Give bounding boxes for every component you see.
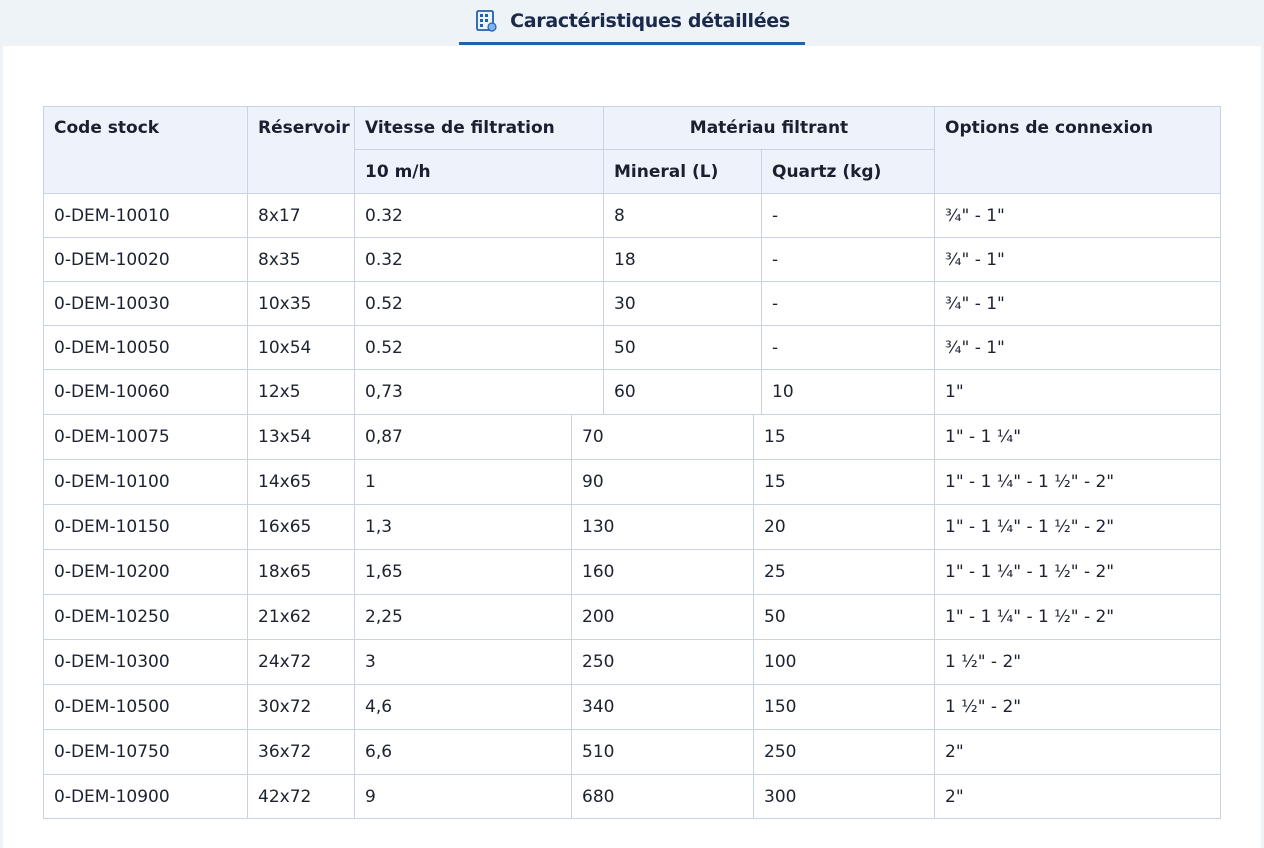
cell-reservoir: 10x35 <box>248 282 355 326</box>
cell-reservoir: 12x5 <box>248 370 355 415</box>
cell-quartz: 10 <box>762 370 935 415</box>
cell-quartz: 15 <box>754 415 935 460</box>
header-vitesse: Vitesse de filtration <box>355 106 604 150</box>
cell-quartz: - <box>762 194 935 238</box>
cell-mineral: 18 <box>604 238 762 282</box>
cell-quartz: 15 <box>754 460 935 505</box>
cell-mineral: 70 <box>572 415 754 460</box>
cell-mineral: 200 <box>572 595 754 640</box>
cell-options: 1" - 1 ¼" - 1 ½" - 2" <box>935 550 1221 595</box>
cell-code: 0-DEM-10050 <box>43 326 248 370</box>
cell-quartz: - <box>762 282 935 326</box>
cell-vitesse: 1,65 <box>355 550 572 595</box>
cell-options: 2" <box>935 775 1221 819</box>
cell-mineral: 680 <box>572 775 754 819</box>
cell-quartz: - <box>762 326 935 370</box>
cell-options: ¾" - 1" <box>935 282 1221 326</box>
details-panel <box>3 46 1261 848</box>
cell-reservoir: 13x54 <box>248 415 355 460</box>
tab-caracteristiques[interactable] <box>459 0 805 45</box>
header-quartz: Quartz (kg) <box>762 150 935 194</box>
cell-mineral: 90 <box>572 460 754 505</box>
cell-quartz: - <box>762 238 935 282</box>
cell-options: ¾" - 1" <box>935 326 1221 370</box>
cell-options: ¾" - 1" <box>935 194 1221 238</box>
cell-reservoir: 8x35 <box>248 238 355 282</box>
cell-vitesse: 3 <box>355 640 572 685</box>
cell-options: ¾" - 1" <box>935 238 1221 282</box>
cell-quartz: 150 <box>754 685 935 730</box>
header-materiau: Matériau filtrant <box>604 106 935 150</box>
cell-code: 0-DEM-10250 <box>43 595 248 640</box>
cell-code: 0-DEM-10300 <box>43 640 248 685</box>
cell-reservoir: 24x72 <box>248 640 355 685</box>
cell-code: 0-DEM-10150 <box>43 505 248 550</box>
cell-mineral: 510 <box>572 730 754 775</box>
cell-quartz: 25 <box>754 550 935 595</box>
cell-reservoir: 16x65 <box>248 505 355 550</box>
cell-options: 1" - 1 ¼" - 1 ½" - 2" <box>935 460 1221 505</box>
cell-vitesse: 2,25 <box>355 595 572 640</box>
header-options: Options de connexion <box>935 106 1221 194</box>
cell-reservoir: 30x72 <box>248 685 355 730</box>
header-mineral: Mineral (L) <box>604 150 762 194</box>
cell-mineral: 60 <box>604 370 762 415</box>
cell-code: 0-DEM-10100 <box>43 460 248 505</box>
cell-reservoir: 21x62 <box>248 595 355 640</box>
cell-mineral: 250 <box>572 640 754 685</box>
cell-mineral: 130 <box>572 505 754 550</box>
cell-code: 0-DEM-10010 <box>43 194 248 238</box>
cell-options: 1 ½" - 2" <box>935 685 1221 730</box>
cell-vitesse: 0,87 <box>355 415 572 460</box>
cell-vitesse: 6,6 <box>355 730 572 775</box>
cell-options: 1" - 1 ¼" <box>935 415 1221 460</box>
tab-bar <box>0 0 1264 46</box>
cell-vitesse: 1 <box>355 460 572 505</box>
cell-quartz: 300 <box>754 775 935 819</box>
cell-reservoir: 8x17 <box>248 194 355 238</box>
cell-reservoir: 10x54 <box>248 326 355 370</box>
cell-mineral: 160 <box>572 550 754 595</box>
cell-options: 2" <box>935 730 1221 775</box>
cell-options: 1" - 1 ¼" - 1 ½" - 2" <box>935 595 1221 640</box>
cell-quartz: 250 <box>754 730 935 775</box>
cell-options: 1 ½" - 2" <box>935 640 1221 685</box>
cell-code: 0-DEM-10750 <box>43 730 248 775</box>
cell-mineral: 30 <box>604 282 762 326</box>
cell-mineral: 340 <box>572 685 754 730</box>
building-icon <box>474 9 498 33</box>
header-reservoir: Réservoir <box>248 106 355 194</box>
cell-code: 0-DEM-10200 <box>43 550 248 595</box>
cell-vitesse: 0,73 <box>355 370 604 415</box>
cell-vitesse: 0.32 <box>355 238 604 282</box>
cell-quartz: 50 <box>754 595 935 640</box>
cell-vitesse: 1,3 <box>355 505 572 550</box>
cell-reservoir: 42x72 <box>248 775 355 819</box>
cell-mineral: 8 <box>604 194 762 238</box>
tab-title: Caractéristiques détaillées <box>510 10 790 32</box>
cell-vitesse: 4,6 <box>355 685 572 730</box>
cell-code: 0-DEM-10500 <box>43 685 248 730</box>
cell-reservoir: 36x72 <box>248 730 355 775</box>
cell-code: 0-DEM-10030 <box>43 282 248 326</box>
header-code-stock: Code stock <box>43 106 248 194</box>
cell-code: 0-DEM-10060 <box>43 370 248 415</box>
cell-vitesse: 0.52 <box>355 282 604 326</box>
cell-options: 1" - 1 ¼" - 1 ½" - 2" <box>935 505 1221 550</box>
cell-vitesse: 0.32 <box>355 194 604 238</box>
cell-quartz: 20 <box>754 505 935 550</box>
cell-reservoir: 14x65 <box>248 460 355 505</box>
cell-code: 0-DEM-10900 <box>43 775 248 819</box>
cell-code: 0-DEM-10075 <box>43 415 248 460</box>
cell-options: 1" <box>935 370 1221 415</box>
header-vitesse-sub: 10 m/h <box>355 150 604 194</box>
cell-code: 0-DEM-10020 <box>43 238 248 282</box>
cell-vitesse: 9 <box>355 775 572 819</box>
cell-mineral: 50 <box>604 326 762 370</box>
cell-vitesse: 0.52 <box>355 326 604 370</box>
cell-quartz: 100 <box>754 640 935 685</box>
cell-reservoir: 18x65 <box>248 550 355 595</box>
